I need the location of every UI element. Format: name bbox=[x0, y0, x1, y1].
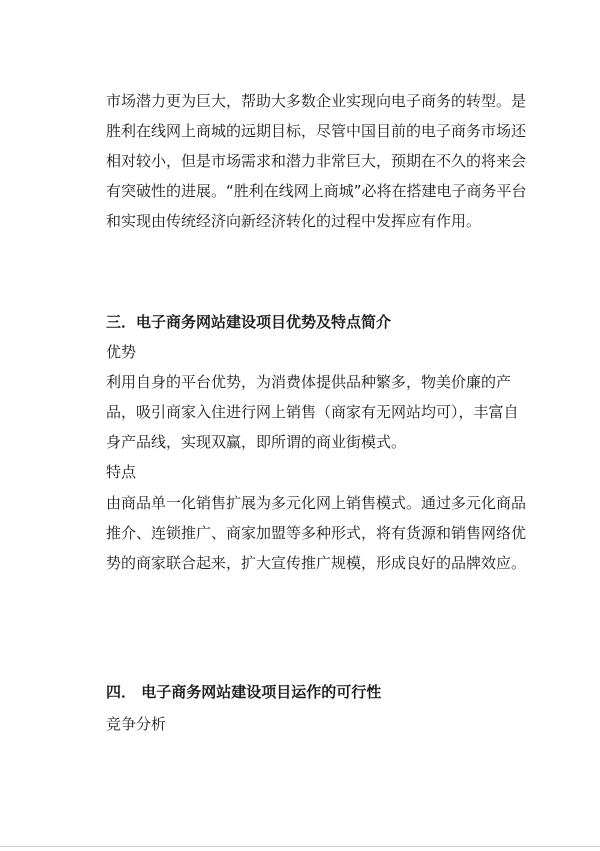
advantage-line: 身产品线，实现双赢，即所谓的商业街模式。 bbox=[106, 433, 407, 451]
section-3-heading: 三．电子商务网站建设项目优势及特点简介 bbox=[106, 313, 392, 331]
intro-line: 和实现由传统经济向新经济转化的过程中发挥应有作用。 bbox=[106, 212, 482, 230]
advantage-line: 品，吸引商家入住进行网上销售（商家有无网站均可），丰富自 bbox=[106, 403, 519, 421]
advantage-line: 利用自身的平台优势，为消费体提供品种繁多，物美价廉的产 bbox=[106, 373, 512, 391]
competition-analysis-label: 竞争分析 bbox=[106, 715, 167, 733]
feature-label: 特点 bbox=[106, 463, 137, 481]
feature-line: 由商品单一化销售扩展为多元化网上销售模式。通过多元化商品 bbox=[106, 494, 527, 512]
intro-line: 相对较小，但是市场需求和潜力非常巨大，预期在不久的将来会 bbox=[106, 152, 527, 170]
intro-line: 市场潜力更为巨大，帮助大多数企业实现向电子商务的转型。是 bbox=[106, 92, 527, 110]
intro-line: 胜利在线网上商城的远期目标，尽管中国目前的电子商务市场还 bbox=[106, 122, 527, 140]
section-4-heading: 四． 电子商务网站建设项目运作的可行性 bbox=[106, 683, 382, 701]
intro-paragraph bbox=[106, 86, 527, 236]
advantage-label: 优势 bbox=[106, 343, 137, 361]
feature-line: 势的商家联合起来，扩大宣传推广规模，形成良好的品牌效应。 bbox=[106, 554, 527, 572]
page-bottom-rule bbox=[0, 846, 600, 847]
feature-line: 推介、连锁推广、商家加盟等多种形式，将有货源和销售网络优 bbox=[106, 524, 527, 542]
advantage-paragraph bbox=[106, 367, 519, 457]
feature-paragraph bbox=[106, 488, 527, 578]
intro-line: 有突破性的进展。“胜利在线网上商城”必将在搭建电子商务平台 bbox=[106, 182, 527, 200]
